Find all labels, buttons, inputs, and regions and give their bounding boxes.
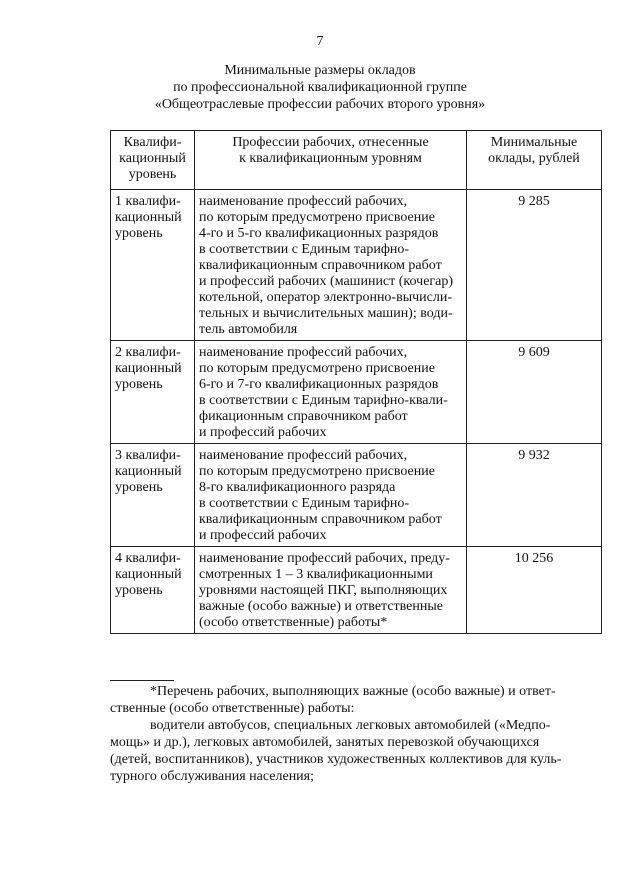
table-row (111, 341, 602, 444)
professions-text: наименование профессий рабочих, (199, 194, 408, 209)
professions-text: квалификационным справочником работ (199, 512, 442, 527)
footnote-separator (110, 680, 174, 681)
professions-text: наименование профессий рабочих, (199, 448, 408, 463)
professions-text: по которым предусмотрено присвоение (199, 210, 435, 225)
qualification-level-text: кационный (115, 567, 182, 582)
professions-text: тель автомобиля (199, 322, 298, 337)
qualification-level-cell (111, 444, 195, 547)
footnote-line: мощь» и др.), легковых автомобилей, занятых перевозкой обучающихся (110, 735, 540, 750)
professions-text: и профессий рабочих (199, 425, 327, 440)
qualification-level-text: уровень (115, 377, 163, 392)
professions-text: и профессий рабочих (199, 528, 327, 543)
header-professions (195, 131, 467, 190)
professions-text: смотренных 1 – 3 квалификационными (199, 567, 433, 582)
title-line: Минимальные размеры окладов (224, 63, 416, 78)
professions-text: котельной, оператор электронно-вычисли- (199, 290, 452, 305)
minimum-salary-cell: 10 256 (467, 547, 602, 634)
professions-text: фикационным справочником работ (199, 409, 408, 424)
qualification-level-text: 2 квалифи- (115, 345, 181, 360)
footnote-line: *Перечень рабочих, выполняющих важные (особо важные) и ответ- (150, 684, 556, 699)
professions-text: в соответствии с Единым тарифно- (199, 496, 410, 511)
professions-text: по которым предусмотрено присвоение (199, 464, 435, 479)
footnote-line: ственные (особо ответственные) работы: (110, 701, 355, 716)
header-text: к квалификационным уровням (239, 151, 422, 166)
minimum-salary-cell: 9 609 (467, 341, 602, 444)
qualification-level-text: 4 квалифи- (115, 551, 181, 566)
qualification-level-cell (111, 341, 195, 444)
footnote-line: (детей, воспитанников), участников художественных коллективов для куль- (110, 752, 562, 767)
qualification-level-cell (111, 190, 195, 341)
minimum-salary-cell: 9 285 (467, 190, 602, 341)
qualification-level-text: кационный (115, 361, 182, 376)
professions-text: тельных и вычислительных машин); води- (199, 306, 453, 321)
header-text: Минимальные (490, 135, 578, 150)
professions-text: важные (особо важные) и ответственные (199, 599, 443, 614)
table-row (111, 547, 602, 634)
qualification-level-cell (111, 547, 195, 634)
professions-cell (195, 341, 467, 444)
professions-text: и профессий рабочих (машинист (кочегар) (199, 274, 454, 289)
footnote-line: турного обслуживания населения; (110, 769, 315, 784)
professions-text: наименование профессий рабочих, преду- (199, 551, 450, 566)
document-title (0, 62, 640, 113)
qualification-level-text: уровень (115, 226, 163, 241)
header-text: Профессии рабочих, отнесенные (232, 135, 429, 150)
qualification-level-text: кационный (115, 464, 182, 479)
professions-text: 6-го и 7-го квалификационных разрядов (199, 377, 439, 392)
title-line: «Общеотраслевые профессии рабочих второго уровня» (154, 97, 486, 112)
professions-text: 8-го квалификационного разряда (199, 480, 396, 495)
table-row (111, 190, 602, 341)
professions-text: уровнями настоящей ПКГ, выполняющих (199, 583, 448, 598)
professions-cell (195, 190, 467, 341)
professions-cell (195, 444, 467, 547)
qualification-level-text: 3 квалифи- (115, 448, 181, 463)
header-text: оклады, рублей (488, 151, 580, 166)
professions-text: квалификационным справочником работ (199, 258, 442, 273)
header-text: кационный (119, 151, 186, 166)
table-row (111, 444, 602, 547)
qualification-level-text: кационный (115, 210, 182, 225)
header-level (111, 131, 195, 190)
professions-text: в соответствии с Единым тарифно- (199, 242, 410, 257)
professions-text: 4-го и 5-го квалификационных разрядов (199, 226, 439, 241)
table-header-row (111, 131, 602, 190)
salary-table (110, 130, 602, 634)
qualification-level-text: уровень (115, 583, 163, 598)
header-text: уровень (128, 167, 177, 182)
header-text: Квалифи- (123, 135, 182, 150)
minimum-salary-cell: 9 932 (467, 444, 602, 547)
footnote (110, 683, 601, 785)
professions-text: (особо ответственные) работы* (199, 615, 388, 630)
professions-text: в соответствии с Единым тарифно-квали- (199, 393, 448, 408)
professions-text: по которым предусмотрено присвоение (199, 361, 435, 376)
title-line: по профессиональной квалификационной группе (173, 80, 467, 95)
footnote-line: водители автобусов, специальных легковых автомобилей («Медпо- (150, 718, 551, 733)
header-salary (467, 131, 602, 190)
professions-cell (195, 547, 467, 634)
professions-text: наименование профессий рабочих, (199, 345, 408, 360)
page-number: 7 (316, 34, 324, 49)
qualification-level-text: 1 квалифи- (115, 194, 181, 209)
qualification-level-text: уровень (115, 480, 163, 495)
